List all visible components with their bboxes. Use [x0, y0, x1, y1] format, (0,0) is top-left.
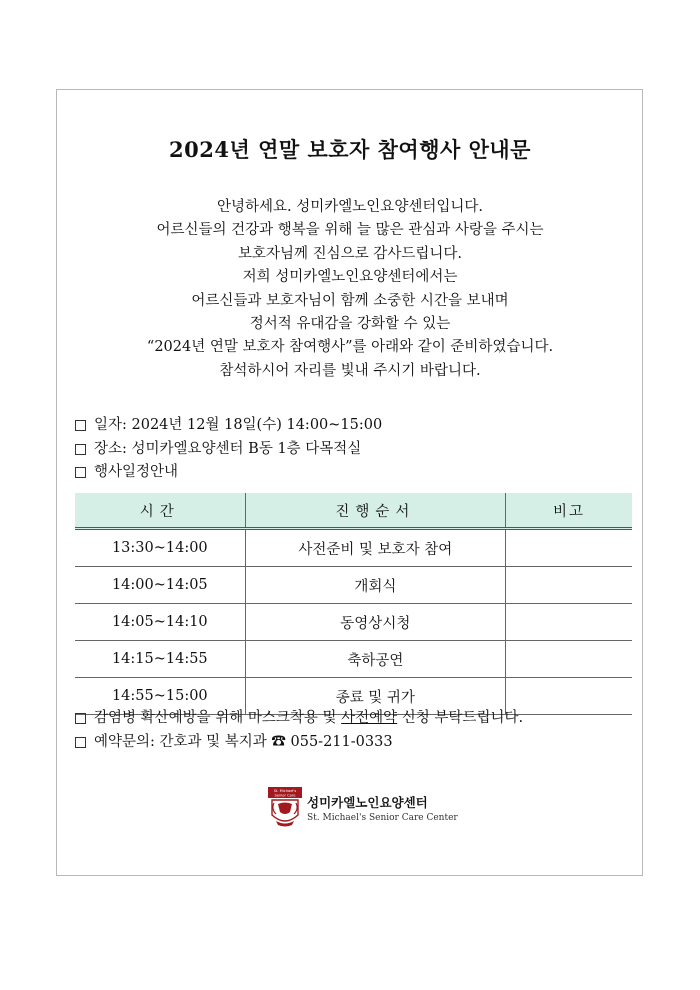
intro-line: 참석하시어 자리를 빛내 주시기 바랍니다. — [219, 362, 481, 379]
intro-line: 저희 성미카엘노인요양센터에서는 — [242, 269, 458, 286]
schedule-heading-text: 행사일정안내 — [94, 464, 179, 480]
reservation-underlined-text: 사전예약 — [341, 710, 398, 726]
checkbox-square-icon — [75, 420, 86, 431]
svg-text:Senior Care: Senior Care — [274, 793, 296, 798]
logo-name-korean: 성미카엘노인요양센터 — [307, 795, 428, 810]
header-time: 시간 — [75, 493, 245, 529]
mask-notice-prefix: 감염병 확산예방을 위해 마스크착용 및 — [94, 710, 342, 726]
document-title: 2024년 연말 보호자 참여행사 안내문 — [169, 137, 531, 162]
intro-line: 보호자님께 진심으로 감사드립니다. — [238, 245, 462, 262]
intro-line: 어르신들과 보호자님이 함께 소중한 시간을 보내며 — [191, 292, 509, 309]
event-location-text: 장소: 성미카엘요양센터 B동 1층 다목적실 — [94, 440, 362, 457]
cell-note — [506, 567, 632, 604]
cell-program: 동영상시청 — [245, 604, 505, 641]
table-row — [75, 604, 632, 641]
svg-text:St. Michael's: St. Michael's — [273, 789, 297, 793]
cell-note — [506, 604, 632, 641]
event-date-text: 일자: 2024년 12월 18일(수) 14:00~15:00 — [94, 417, 383, 433]
cell-note — [506, 641, 632, 678]
intro-line: “2024년 연말 보호자 참여행사”를 아래와 같이 준비하였습니다. — [146, 339, 554, 356]
center-logo — [268, 787, 458, 829]
mask-notice-text — [94, 706, 523, 730]
intro-line: 어르신들의 건강과 행복을 위해 늘 많은 관심과 사랑을 주시는 — [156, 222, 544, 239]
mask-notice-suffix: 신청 부탁드립니다. — [397, 710, 524, 726]
schedule-heading-item — [75, 461, 382, 485]
event-date-item — [75, 414, 382, 438]
cell-time: 14:55~15:00 — [75, 678, 245, 715]
cell-program: 축하공연 — [245, 641, 505, 678]
cell-time: 14:00~14:05 — [75, 567, 245, 604]
checkbox-square-icon — [75, 713, 86, 724]
cell-time: 14:15~14:55 — [75, 641, 245, 678]
schedule-table — [75, 493, 632, 715]
schedule-header-row — [75, 493, 632, 529]
intro-line: 정서적 유대감을 강화할 수 있는 — [249, 316, 451, 333]
header-program: 진행순서 — [245, 493, 505, 529]
cell-program: 개회식 — [245, 567, 505, 604]
event-info-list — [75, 414, 382, 485]
table-row — [75, 567, 632, 604]
emblem-icon — [268, 787, 302, 829]
checkbox-square-icon — [75, 467, 86, 478]
checkbox-square-icon — [75, 444, 86, 455]
contact-text: 예약문의: 간호과 및 복지과 ☎ 055-211-0333 — [94, 734, 393, 750]
mask-notice-item — [75, 706, 523, 730]
table-row — [75, 641, 632, 678]
cell-note — [506, 529, 632, 567]
logo-text — [307, 793, 458, 823]
cell-program: 종료 및 귀가 — [245, 678, 505, 715]
cell-time: 14:05~14:10 — [75, 604, 245, 641]
notes-list — [75, 706, 523, 754]
checkbox-square-icon — [75, 737, 86, 748]
header-note: 비고 — [506, 493, 632, 529]
intro-line: 안녕하세요. 성미카엘노인요양센터입니다. — [217, 199, 483, 215]
cell-program: 사전준비 및 보호자 참여 — [245, 529, 505, 567]
intro-paragraph — [0, 196, 700, 383]
logo-name-english: St. Michael's Senior Care Center — [307, 813, 458, 823]
cell-note — [506, 678, 632, 715]
table-row — [75, 529, 632, 567]
cell-time: 13:30~14:00 — [111, 540, 208, 556]
event-location-item — [75, 438, 382, 462]
contact-item — [75, 730, 523, 754]
